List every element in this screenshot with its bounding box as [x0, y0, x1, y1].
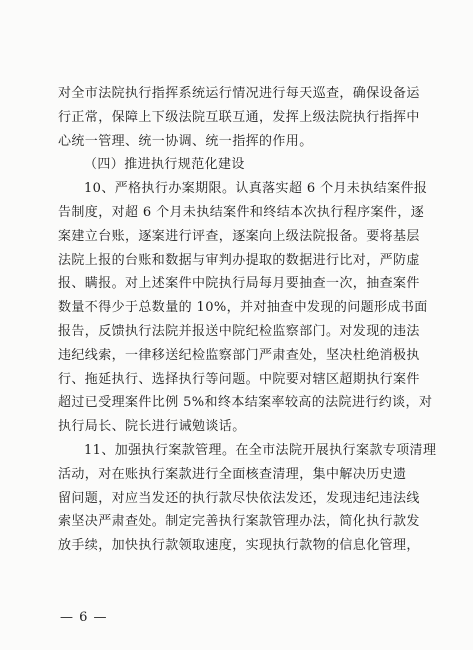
section-heading: （四）推进执行规范化建设: [84, 157, 245, 173]
text-line: 行正常，保障上下级法院互联互通，发挥上级法院执行指挥中: [58, 109, 420, 125]
text-line: 案建立台账，逐案进行评查，逐案向上级法院报备。要将基层: [58, 228, 420, 244]
text-line: 超过已受理案件比例 5%和终本结案率较高的法院进行约谈，对: [58, 395, 433, 411]
text-line: 心统一管理、统一协调、统一指挥的作用。: [58, 133, 313, 149]
text-line: 告制度，对超 6 个月未执结案件和终结本次执行程序案件，逐: [58, 204, 425, 220]
text-line: 执行局长、院长进行诫勉谈话。: [58, 419, 246, 435]
text-line: 活动，对在账执行案款进行全面核查清理，集中解决历史遗: [58, 466, 407, 482]
text-line: 放手续，加快执行款领取速度，实现执行款物的信息化管理，: [58, 538, 420, 554]
text-line: 报告，反馈执行法院并报送中院纪检监察部门。对发现的违法: [58, 323, 420, 339]
text-line: 索坚决严肃查处。制定完善执行案款管理办法，简化执行款发: [58, 514, 420, 530]
page-number: — 6 —: [60, 610, 108, 625]
text-line: 留问题，对应当发还的执行款尽快依法发还，发现违纪违法线: [58, 490, 420, 506]
text-line: 报、瞒报。对上述案件中院执行局每月要抽查一次，抽查案件: [58, 276, 420, 292]
text-line: 法院上报的台账和数据与审判办提取的数据进行比对，严防虚: [58, 252, 420, 268]
text-line: 对全市法院执行指挥系统运行情况进行每天巡查，确保设备运: [58, 86, 420, 101]
text-line: 数量不得少于总数量的 10%，并对抽查中发现的问题形成书面: [58, 300, 428, 316]
text-line: 10、严格执行办案期限。认真落实超 6 个月未执结案件报: [84, 181, 428, 197]
body-text: [58, 82, 437, 558]
text-line: 11、加强执行案款管理。在全市法院开展执行案款专项清理: [84, 442, 437, 458]
text-line: 行、拖延执行、选择执行等问题。中院要对辖区超期执行案件: [58, 371, 420, 387]
text-line: 违纪线索，一律移送纪检监察部门严肃查处，坚决杜绝消极执: [58, 347, 420, 363]
